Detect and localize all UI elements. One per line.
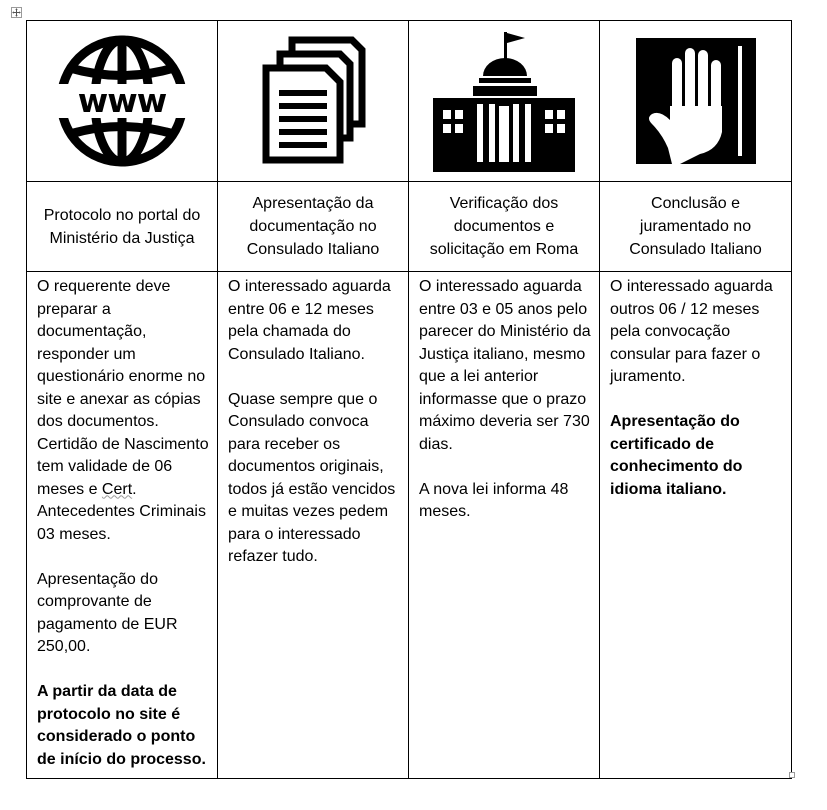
paragraph: O interessado aguarda entre 03 e 05 anos pelo parecer do Ministério da Justiça italiano, mesmo que a lei anterior informasse que o prazo máximo deveria ser 730 dias. (419, 278, 591, 453)
paragraph: O interessado aguarda entre 06 e 12 meses pela chamada do Consulado Italiano. (228, 278, 391, 363)
www-globe-icon (52, 31, 192, 171)
paragraph (37, 276, 209, 546)
icon-cell-4 (600, 21, 792, 182)
government-building-icon (433, 30, 575, 172)
icon-cell-1 (27, 21, 218, 182)
bold-paragraph: A partir da data de protocolo no site é considerado o ponto de início do processo. (37, 683, 206, 768)
table-resize-handle[interactable] (789, 772, 795, 778)
title-row (27, 182, 792, 272)
step-description-4 (600, 272, 792, 779)
table-move-handle[interactable] (11, 7, 22, 18)
documents-stack-icon (260, 36, 366, 166)
move-arrows-icon (12, 8, 21, 17)
paragraph: Quase sempre que o Consulado convoca para receber os documentos originais, todos já estão vencidos e muitas vezes pedem para o interessado refazer tudo. (228, 390, 396, 565)
paragraph: A nova lei informa 48 meses. (419, 480, 569, 520)
step-title-4: Conclusão e juramentado no Consulado Italiano (600, 182, 792, 272)
icon-row (27, 21, 792, 182)
paragraph-text: . Antecedentes Criminais 03 meses. (37, 480, 206, 543)
svg-text:www: www (77, 81, 167, 120)
process-table (26, 20, 792, 779)
step-description-2 (218, 272, 409, 779)
oath-hand-on-book-icon (634, 36, 758, 166)
step-title-2: Apresentação da documentação no Consulado Italiano (218, 182, 409, 272)
step-description-3 (409, 272, 600, 779)
paragraph: Apresentação do comprovante de pagamento de EUR 250,00. (37, 570, 178, 655)
step-title-1: Protocolo no portal do Ministério da Justiça (27, 182, 218, 272)
step-description-1 (27, 272, 218, 779)
step-title-3: Verificação dos documentos e solicitação em Roma (409, 182, 600, 272)
bold-paragraph: Apresentação do certificado de conhecimento do idioma italiano. (610, 413, 743, 498)
paragraph: O interessado aguarda outros 06 / 12 meses pela convocação consular para fazer o juramento. (610, 278, 773, 385)
description-row (27, 272, 792, 779)
paragraph-text: O requerente deve preparar a documentação, responder um questionário enorme no site e anexar as cópias dos documentos. Certidão de Nascimento tem validade de 06 meses e (37, 278, 209, 498)
spelling-flagged-word[interactable]: Cert (101, 480, 133, 498)
icon-cell-2 (218, 21, 409, 182)
icon-cell-3 (409, 21, 600, 182)
